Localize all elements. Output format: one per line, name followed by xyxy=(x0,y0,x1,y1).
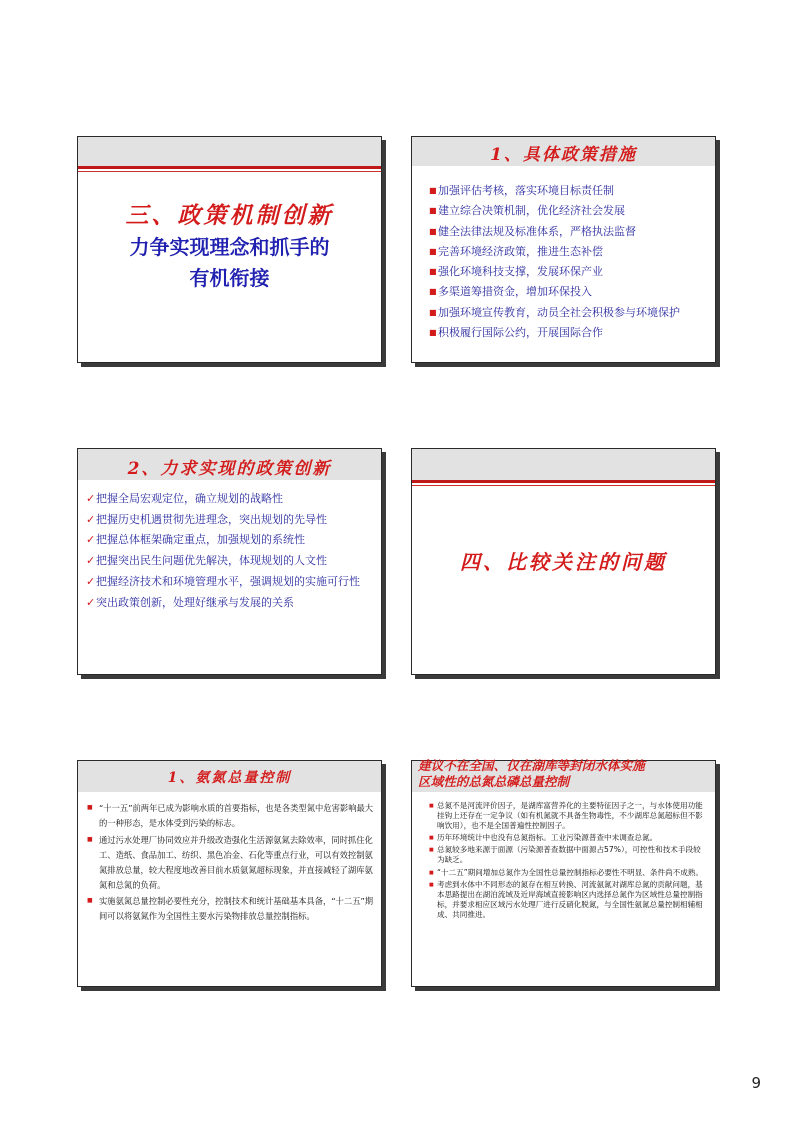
bullet-icon: ■ xyxy=(429,246,437,256)
slide-concerns xyxy=(411,448,716,675)
bullet-icon: ■ xyxy=(429,287,437,297)
list-item: ■ 加强评估考核，落实环境目标责任制 xyxy=(429,181,709,201)
slide-header-band xyxy=(412,449,715,480)
list-item: ■ 实施氨氮总量控制必要性充分，控制技术和统计基础基本具备，“十二五”期间可以将氨氮作为全国性主要水污染物排放总量控制指标。 xyxy=(87,896,374,922)
bullet-icon: ■ xyxy=(429,307,437,317)
bullet-icon: ■ xyxy=(87,804,93,811)
bullet-icon: ■ xyxy=(87,897,93,905)
bullet-icon: ■ xyxy=(429,881,434,888)
slide-nitrogen-phosphorus xyxy=(411,760,716,987)
list-item: ■ 加强环境宣传教育，动员全社会积极参与环境保护 xyxy=(429,303,709,323)
list-item: ✓ 把握全局宏观定位，确立规划的战略性 xyxy=(86,489,375,510)
title-line: 建议不在全国、仅在湖库等封闭水体实施 xyxy=(418,758,645,773)
checkmark-icon: ✓ xyxy=(86,554,96,568)
list-item: ■ 完善环境经济政策，推进生态补偿 xyxy=(429,242,709,262)
list-item: ■ 通过污水处理厂协同效应并升级改造强化生活源氨氮去除效率，同时抓住化工、造纸、食品加工、纺织、黑色冶金、石化等重点行业，可以有效控制氨氮排放总量，较大程度地改善目前水质氨氮超标现象，并直接减轻了湖库氨氮和总氮的负荷。 xyxy=(87,834,373,890)
checkmark-icon: ✓ xyxy=(86,533,96,547)
slide-header-band xyxy=(78,137,381,166)
list-item: ✓ 把握突出民生问题优先解决，体现规划的人文性 xyxy=(86,551,375,572)
list-item: ■ 总氮较多地来源于面源（污染源普查数据中面源占57%），可控性和技术手段较为缺乏。 xyxy=(429,845,701,865)
slide-ammonia-control xyxy=(77,760,382,987)
bullet-icon: ■ xyxy=(87,835,93,843)
header-rule-thin xyxy=(78,171,381,172)
title-line: 区域性的总氮总磷总量控制 xyxy=(418,774,570,789)
subtitle-line: 有机衔接 xyxy=(189,266,270,290)
bullet-icon: ■ xyxy=(429,328,437,338)
header-rule xyxy=(412,480,715,483)
list-item: ■ 总氮不是河流评价因子，是湖库富营养化的主要特征因子之一，与水体使用功能挂钩上还存在一定争议（如有机氮就不具备生物毒性，不少湖库总氮超标但不影响饮用），也不是全国普遍性控制因子。 xyxy=(429,801,703,831)
innovation-list xyxy=(86,489,375,613)
slide-title xyxy=(418,758,713,790)
checkmark-icon: ✓ xyxy=(86,595,96,609)
checkmark-icon: ✓ xyxy=(86,492,96,505)
bullet-icon: ■ xyxy=(429,803,434,809)
list-item: ■ 建立综合决策机制，优化经济社会发展 xyxy=(429,201,709,221)
slide-title: 2、力求实现的政策创新 xyxy=(127,459,332,479)
slide-specific-measures xyxy=(411,136,716,363)
bullet-icon: ■ xyxy=(429,186,437,195)
list-item: ■ 历年环境统计中也没有总氮指标。工业污染源普查中未调查总氮。 xyxy=(429,833,658,843)
slide-title: 1、氨氮总量控制 xyxy=(167,770,292,786)
slide-subtitle xyxy=(78,232,381,294)
subtitle-line: 力争实现理念和抓手的 xyxy=(129,235,330,259)
checkmark-icon: ✓ xyxy=(86,512,96,526)
page-number: 9 xyxy=(751,1074,761,1092)
list-item: ■ 考虑到水体中不同形态的氮存在相互转换、河流氨氮对湖库总氮的贡献问题，基本思路提出在湖泊流域及近岸海域直接影响区内选择总氮作为区域性总量控制指标，并要求相应区域污水处理厂进行反硝化脱氮，与全国性氨氮总量控制相辅相成、共同推进。 xyxy=(429,879,703,919)
bullet-icon: ■ xyxy=(429,226,437,236)
nitrogen-list xyxy=(429,801,707,920)
list-item: ■ “十一五”前两年已成为影响水质的首要指标，也是各类型氮中危害影响最大的一种形态，是水体受到污染的标志。 xyxy=(87,803,374,828)
list-item: ■ 健全法律法规及标准体系，严格执法监督 xyxy=(429,222,709,242)
bullet-icon: ■ xyxy=(429,267,437,277)
slide-title: 1、具体政策措施 xyxy=(490,145,637,165)
ammonia-list xyxy=(87,801,375,924)
list-item: ■ 积极履行国际公约，开展国际合作 xyxy=(429,323,709,343)
slide-title: 四、比较关注的问题 xyxy=(460,550,667,574)
bullet-icon: ■ xyxy=(429,835,434,842)
slide-title: 三、政策机制创新 xyxy=(125,202,334,229)
bullet-icon: ■ xyxy=(429,206,437,216)
slide-policy-innovation xyxy=(77,448,382,675)
slide-policy-mechanism xyxy=(77,136,382,363)
header-rule xyxy=(78,166,381,169)
list-item: ✓ 把握总体框架确定重点，加强规划的系统性 xyxy=(86,530,375,551)
list-item: ■ 强化环境科技支撑，发展环保产业 xyxy=(429,262,709,282)
list-item: ✓ 突出政策创新，处理好继承与发展的关系 xyxy=(86,593,375,614)
list-item: ✓ 把握历史机遇贯彻先进理念，突出规划的先导性 xyxy=(86,510,375,531)
checkmark-icon: ✓ xyxy=(86,574,96,588)
bullet-icon: ■ xyxy=(429,869,434,876)
list-item: ■ 多渠道筹措资金，增加环保投入 xyxy=(429,282,709,302)
header-rule-thin xyxy=(412,485,715,486)
measures-list xyxy=(429,181,709,343)
list-item: ✓ 把握经济技术和环境管理水平，强调规划的实施可行性 xyxy=(86,572,375,593)
bullet-icon: ■ xyxy=(429,847,434,854)
list-item: ■ “十二五”期间增加总氮作为全国性总量控制指标必要性不明显、条件尚不成熟。 xyxy=(429,867,704,877)
